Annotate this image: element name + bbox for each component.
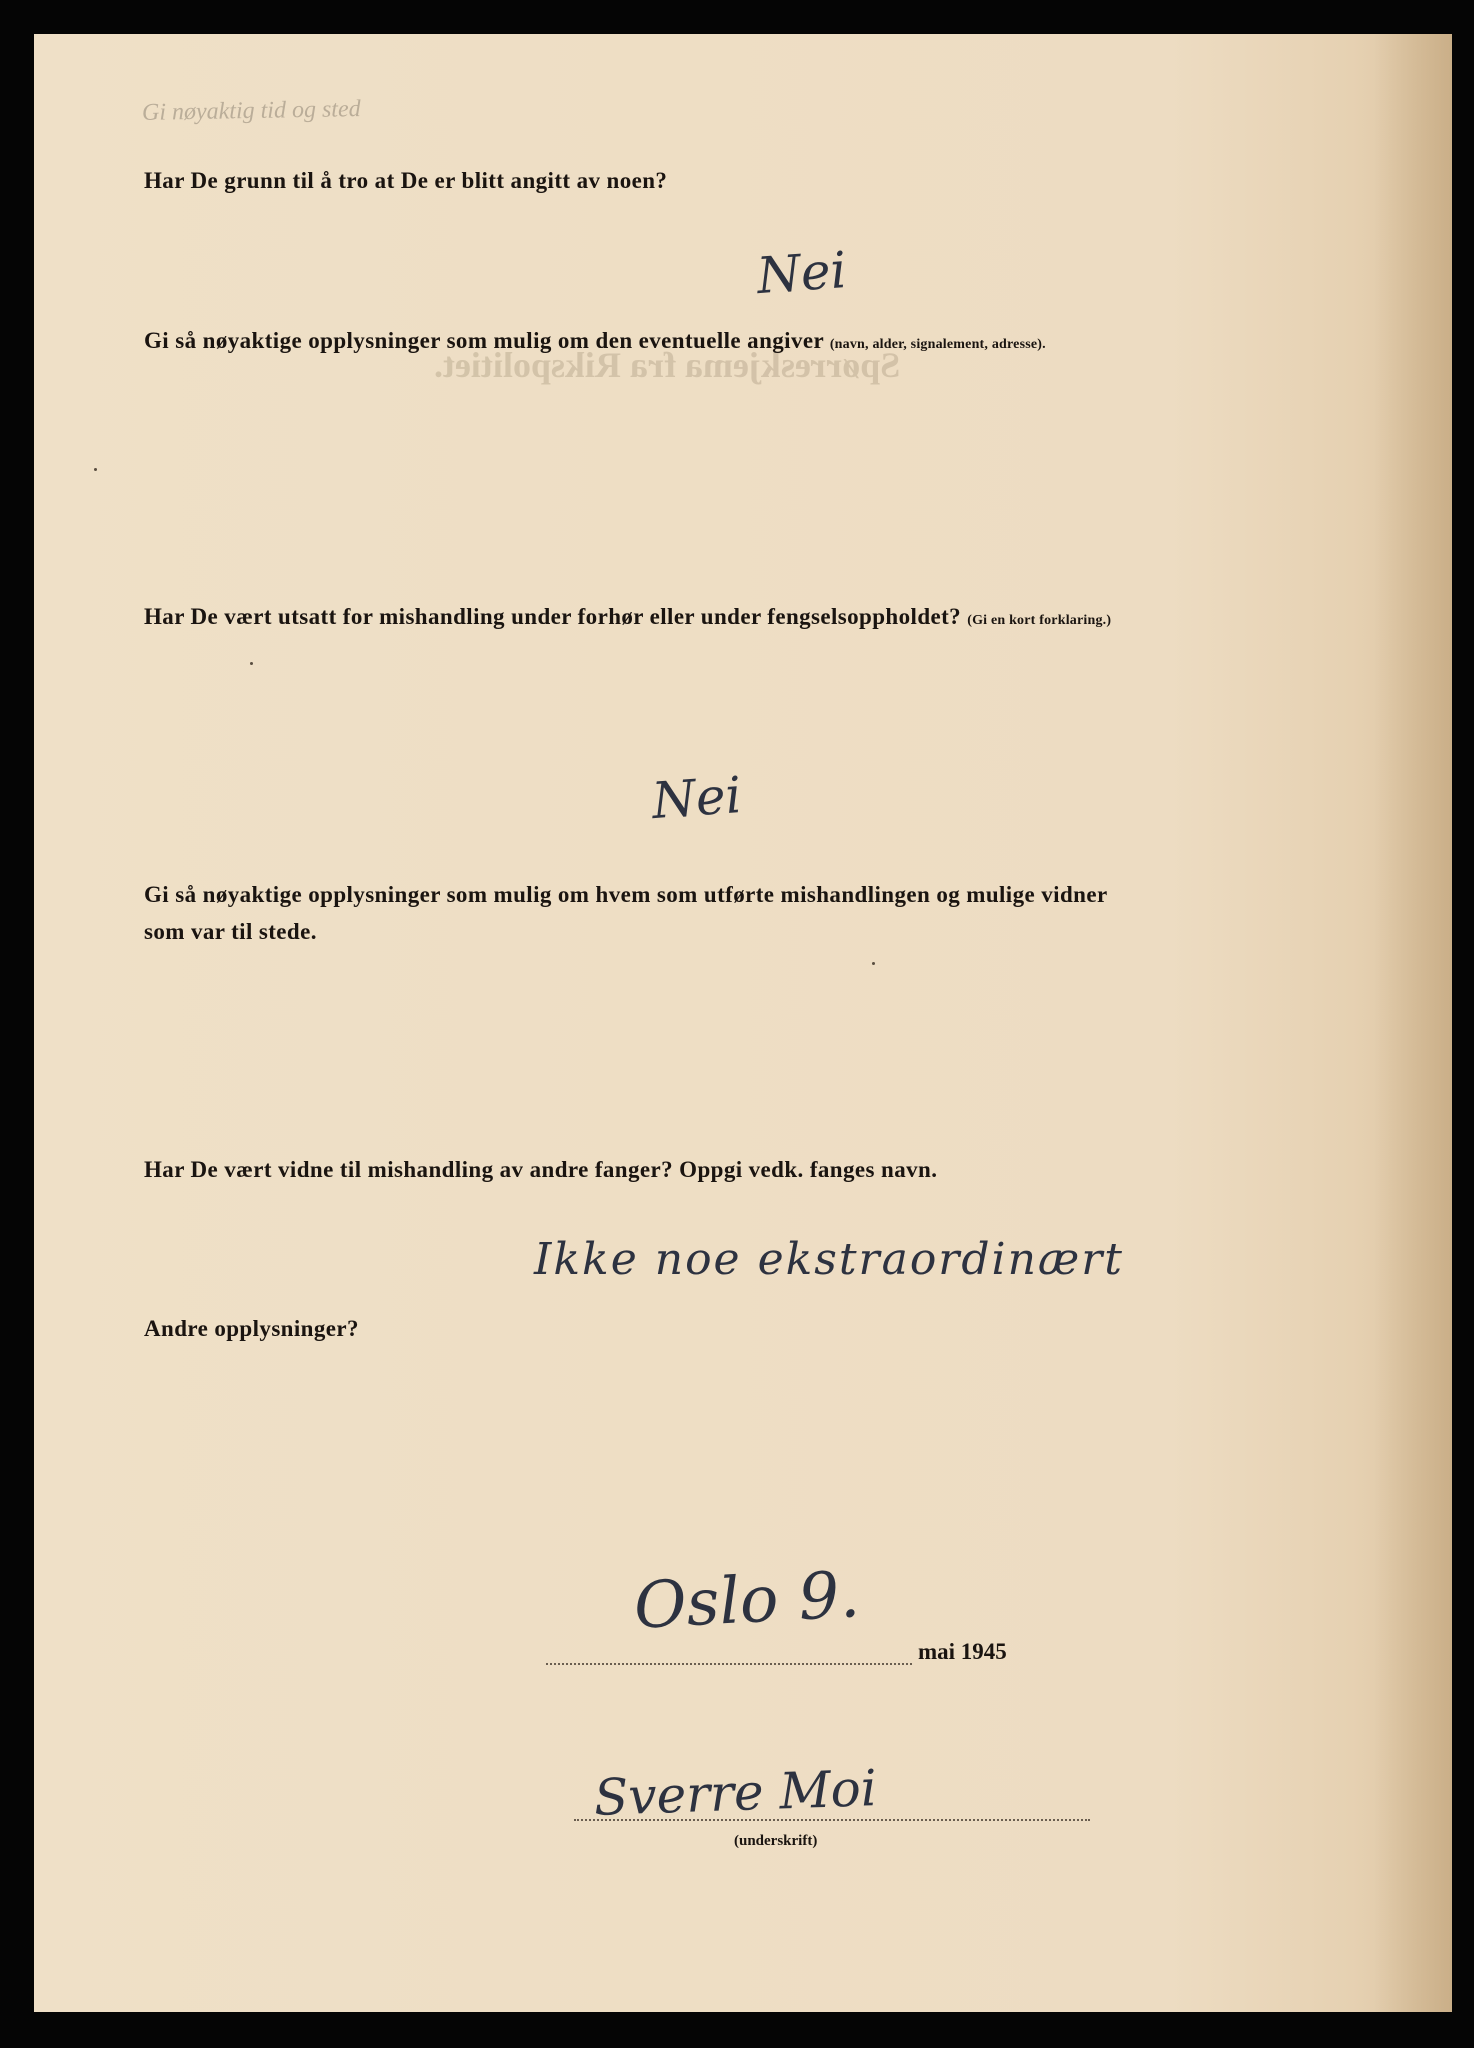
answer-mishandling: Nei (650, 765, 744, 831)
question-mishandling-note: (Gi en kort forklaring.) (967, 613, 1112, 628)
paper-speck (872, 962, 875, 965)
signature-caption: (underskrift) (734, 1833, 818, 1849)
question-angitt: Har De grunn til å tro at De er blitt angitt av noen? (144, 168, 668, 193)
place-date-printed: mai 1945 (918, 1639, 1007, 1664)
signature-handwritten: Sverre Moi (593, 1759, 878, 1827)
answer-angitt: Nei (755, 240, 849, 306)
paper-speck (94, 468, 97, 471)
signature-line (574, 1819, 1090, 1821)
bleed-through-heading: Spørreskjema fra Rikspolitiet. (434, 345, 901, 385)
question-vidne: Har De vært vidne til mishandling av andre fanger? Oppgi vedk. fanges navn. (144, 1157, 938, 1182)
question-hvem-line1: Gi så nøyaktige opplysninger som mulig om hvem som utførte mishandlingen og mulige vidner (144, 882, 1108, 907)
question-andre: Andre opplysninger? (144, 1316, 359, 1341)
question-hvem-line2: som var til stede. (144, 919, 317, 944)
document-page (34, 34, 1452, 2012)
question-mishandling-text: Har De vært utsatt for mishandling under forhør eller under fengselsoppholdet? (144, 604, 962, 629)
paper-speck (250, 662, 253, 665)
question-angiver-note: (navn, alder, signalement, adresse). (829, 337, 1046, 352)
place-date-handwritten: Oslo 9. (632, 1558, 862, 1644)
margin-note: Gi nøyaktig tid og sted (141, 96, 361, 126)
paper-edge-shadow (1374, 34, 1452, 2012)
question-angiver-text: Gi så nøyaktige opplysninger som mulig om den eventuelle angiver (144, 328, 824, 353)
answer-vidne: Ikke noe ekstraordinært (534, 1234, 1124, 1285)
question-angiver-details (144, 328, 1046, 354)
question-mishandling (144, 604, 1111, 630)
place-date-line (546, 1663, 912, 1665)
